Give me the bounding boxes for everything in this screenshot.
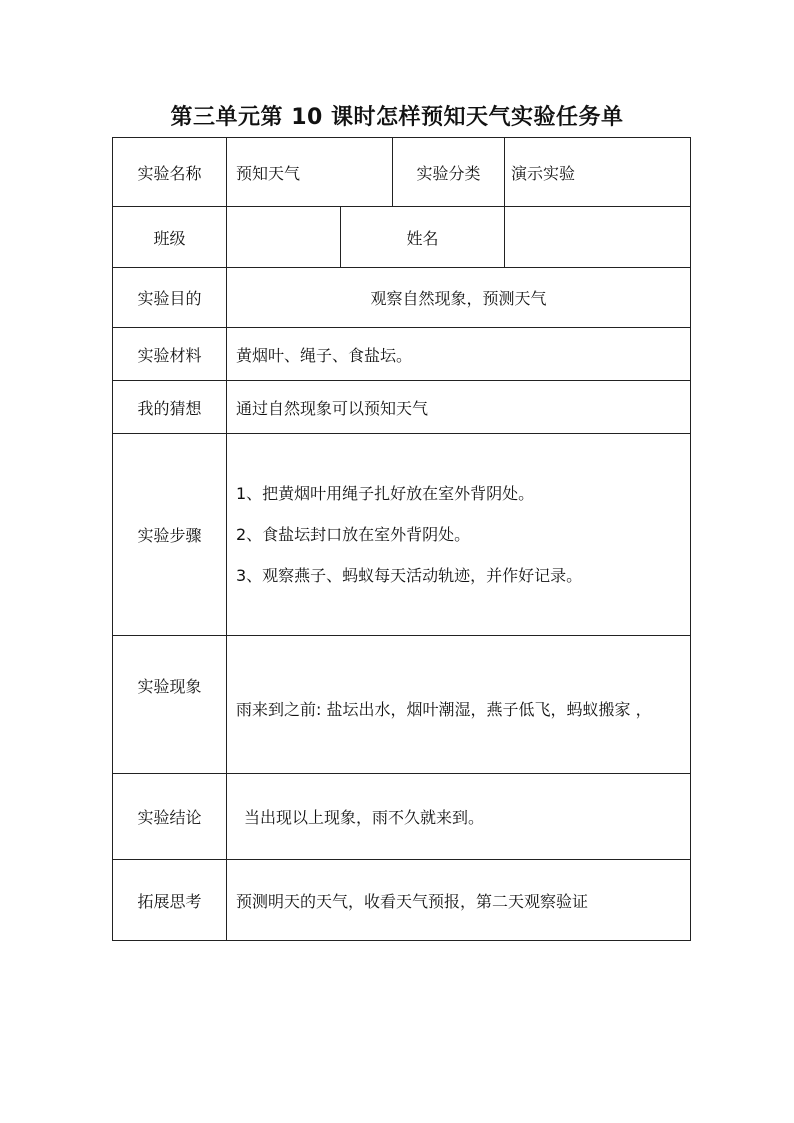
task-table bbox=[112, 137, 691, 941]
row-guess bbox=[113, 381, 691, 434]
value-extension: 预测明天的天气，收看天气预报，第二天观察验证 bbox=[227, 860, 691, 941]
label-category: 实验分类 bbox=[393, 138, 505, 207]
row-conclusion bbox=[113, 774, 691, 860]
value-materials: 黄烟叶、绳子、食盐坛。 bbox=[227, 328, 691, 381]
row-class bbox=[113, 207, 691, 268]
label-materials: 实验材料 bbox=[113, 328, 227, 381]
label-class: 班级 bbox=[113, 207, 227, 268]
step-item: 3、观察燕子、蚂蚁每天活动轨迹，并作好记录。 bbox=[236, 566, 583, 585]
label-phenomenon: 实验现象 bbox=[113, 636, 227, 774]
value-category: 演示实验 bbox=[505, 138, 691, 207]
label-conclusion: 实验结论 bbox=[113, 774, 227, 860]
label-name: 实验名称 bbox=[113, 138, 227, 207]
label-extension: 拓展思考 bbox=[113, 860, 227, 941]
label-steps: 实验步骤 bbox=[113, 434, 227, 636]
value-purpose: 观察自然现象，预测天气 bbox=[227, 268, 691, 328]
row-materials bbox=[113, 328, 691, 381]
value-name: 预知天气 bbox=[227, 138, 393, 207]
value-phenomenon: 雨来到之前: 盐坛出水，烟叶潮湿，燕子低飞，蚂蚁搬家 ， bbox=[227, 636, 691, 774]
value-class[interactable] bbox=[227, 207, 341, 268]
step-item: 1、把黄烟叶用绳子扎好放在室外背阴处。 bbox=[236, 484, 535, 503]
value-steps bbox=[227, 434, 691, 636]
value-guess: 通过自然现象可以预知天气 bbox=[227, 381, 691, 434]
label-purpose: 实验目的 bbox=[113, 268, 227, 328]
row-extension bbox=[113, 860, 691, 941]
document-title: 第三单元第 10 课时怎样预知天气实验任务单 bbox=[170, 105, 624, 130]
value-conclusion: 当出现以上现象，雨不久就来到。 bbox=[227, 774, 691, 860]
label-guess: 我的猜想 bbox=[113, 381, 227, 434]
row-name bbox=[113, 138, 691, 207]
row-purpose bbox=[113, 268, 691, 328]
row-steps bbox=[113, 434, 691, 636]
value-student-name[interactable] bbox=[505, 207, 691, 268]
row-phenomenon bbox=[113, 636, 691, 774]
label-student-name: 姓名 bbox=[341, 207, 505, 268]
step-item: 2、食盐坛封口放在室外背阴处。 bbox=[236, 525, 471, 544]
